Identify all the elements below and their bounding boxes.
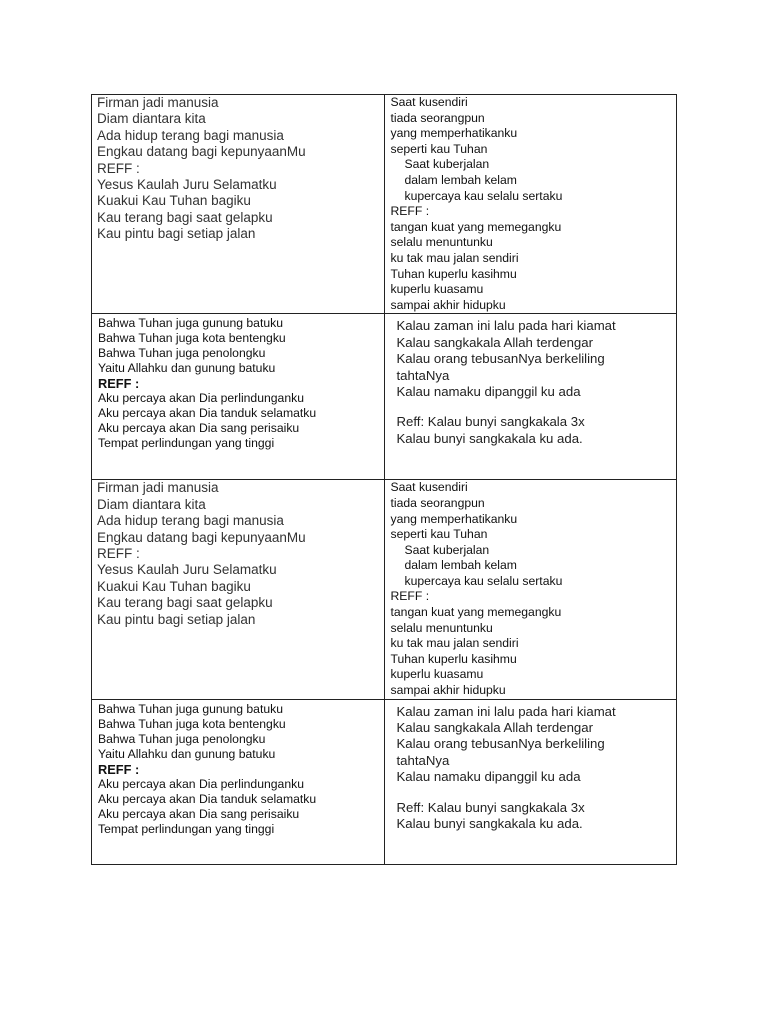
- lyric-line: Bahwa Tuhan juga kota bentengku: [98, 716, 286, 731]
- song-bahwa-tuhan: [92, 314, 384, 451]
- lyric-line: Aku percaya akan Dia perlindunganku: [98, 391, 304, 406]
- lyric-line: Kalau sangkakala Allah terdengar: [396, 334, 593, 350]
- lyric-line: ku tak mau jalan sendiri: [390, 250, 519, 265]
- table-cell: [92, 95, 385, 314]
- lyric-line: Firman jadi manusia: [97, 480, 219, 496]
- lyric-line: dalam lembah kelam: [404, 558, 517, 573]
- stanza-gap: [397, 786, 677, 800]
- table-cell: [384, 480, 677, 699]
- lyric-line: dalam lembah kelam: [404, 172, 517, 187]
- lyric-line: yang memperhatikanku: [390, 511, 518, 526]
- lyric-line: Kalau sangkakala Allah terdengar: [396, 720, 593, 736]
- lyric-line: Bahwa Tuhan juga kota bentengku: [98, 331, 286, 346]
- lyric-line: Ada hidup terang bagi manusia: [97, 513, 284, 529]
- refrain-line: Reff: Kalau bunyi sangkakala 3x: [396, 414, 585, 430]
- table-cell: [92, 480, 385, 699]
- lyric-line: tiada seorangpun: [390, 495, 485, 510]
- table-row: [92, 699, 677, 864]
- lyric-line: Kalau namaku dipanggil ku ada: [396, 769, 581, 785]
- lyric-line: Bahwa Tuhan juga gunung batuku: [98, 701, 283, 716]
- table-row: [92, 480, 677, 699]
- table-cell: [92, 699, 385, 864]
- lyric-line: seperti kau Tuhan: [390, 527, 488, 542]
- lyric-line: Engkau datang bagi kepunyaanMu: [97, 529, 306, 545]
- lyrics-table: [91, 94, 677, 865]
- lyric-line: Yaitu Allahku dan gunung batuku: [98, 746, 276, 761]
- lyric-line: Kau pintu bagi setiap jalan: [97, 226, 256, 242]
- lyric-line: sampai akhir hidupku: [390, 683, 506, 698]
- lyric-line: tiada seorangpun: [390, 110, 485, 125]
- lyric-line: Tuhan kuperlu kasihmu: [390, 266, 517, 281]
- lyric-line: sampai akhir hidupku: [390, 297, 506, 312]
- lyric-line: Kalau orang tebusanNya berkeliling: [396, 351, 605, 367]
- lyric-line: Saat kuberjalan: [404, 157, 490, 172]
- song-bahwa-tuhan: [92, 700, 384, 837]
- stanza-gap: [397, 400, 677, 414]
- refrain-label: REFF :: [98, 761, 140, 777]
- lyric-line: Yesus Kaulah Juru Selamatku: [97, 177, 277, 193]
- refrain-line: Reff: Kalau bunyi sangkakala 3x: [396, 799, 585, 815]
- refrain-label: REFF :: [98, 376, 140, 392]
- song-kalau-zaman: [385, 700, 677, 833]
- table-row: [92, 95, 677, 314]
- lyric-line: Kuakui Kau Tuhan bagiku: [97, 578, 251, 594]
- lyric-line: Yesus Kaulah Juru Selamatku: [97, 562, 277, 578]
- lyric-line: selalu menuntunku: [390, 620, 493, 635]
- lyric-line: Bahwa Tuhan juga penolongku: [98, 346, 266, 361]
- table-row: [92, 314, 677, 480]
- song-kalau-zaman: [385, 314, 677, 447]
- table-cell: [384, 314, 677, 480]
- lyric-line: selalu menuntunku: [390, 235, 493, 250]
- lyric-line: yang memperhatikanku: [390, 126, 518, 141]
- lyric-line: Kalau bunyi sangkakala ku ada.: [396, 430, 583, 446]
- lyric-line: Aku percaya akan Dia perlindunganku: [98, 776, 304, 791]
- lyric-line: kuperlu kuasamu: [390, 282, 484, 297]
- lyric-line: Kalau bunyi sangkakala ku ada.: [396, 816, 583, 832]
- lyric-line: Kuakui Kau Tuhan bagiku: [97, 193, 251, 209]
- lyric-line: Aku percaya akan Dia tanduk selamatku: [98, 406, 317, 421]
- table-cell: [384, 699, 677, 864]
- refrain-label: REFF :: [97, 160, 140, 176]
- song-firman-jadi-manusia: [92, 480, 384, 628]
- lyric-line: Tuhan kuperlu kasihmu: [390, 651, 517, 666]
- refrain-label: REFF :: [390, 589, 430, 604]
- lyric-line: Kalau zaman ini lalu pada hari kiamat: [396, 703, 616, 719]
- song-saat-kusendiri: [385, 480, 677, 698]
- lyric-line: seperti kau Tuhan: [390, 141, 488, 156]
- lyric-line: Saat kusendiri: [390, 480, 468, 495]
- refrain-label: REFF :: [390, 204, 430, 219]
- lyric-line: tangan kuat yang memegangku: [390, 219, 562, 234]
- lyric-line: ku tak mau jalan sendiri: [390, 636, 519, 651]
- lyric-line: kupercaya kau selalu sertaku: [404, 188, 563, 203]
- lyric-line: Kalau orang tebusanNya berkeliling: [396, 736, 605, 752]
- lyric-line: kupercaya kau selalu sertaku: [404, 573, 563, 588]
- lyric-line: Bahwa Tuhan juga gunung batuku: [98, 316, 283, 331]
- lyric-line: Bahwa Tuhan juga penolongku: [98, 731, 266, 746]
- lyric-line: Aku percaya akan Dia sang perisaiku: [98, 806, 300, 821]
- lyric-line: tangan kuat yang memegangku: [390, 605, 562, 620]
- lyric-line: Kalau zaman ini lalu pada hari kiamat: [396, 318, 616, 334]
- table-cell: [384, 95, 677, 314]
- lyric-line: Diam diantara kita: [97, 496, 206, 512]
- lyric-line: Saat kuberjalan: [404, 542, 490, 557]
- lyric-line: Engkau datang bagi kepunyaanMu: [97, 144, 306, 160]
- lyric-line: tahtaNya: [396, 752, 450, 768]
- lyric-line: Yaitu Allahku dan gunung batuku: [98, 361, 276, 376]
- refrain-label: REFF :: [97, 545, 140, 561]
- lyric-line: Tempat perlindungan yang tinggi: [98, 821, 275, 836]
- song-firman-jadi-manusia: [92, 95, 384, 243]
- lyric-line: Ada hidup terang bagi manusia: [97, 127, 284, 143]
- lyric-line: tahtaNya: [396, 367, 450, 383]
- lyric-line: Saat kusendiri: [390, 95, 468, 109]
- lyric-line: Kau terang bagi saat gelapku: [97, 209, 273, 225]
- lyric-line: Kau pintu bagi setiap jalan: [97, 611, 256, 627]
- lyric-line: Kau terang bagi saat gelapku: [97, 595, 273, 611]
- lyric-line: Kalau namaku dipanggil ku ada: [396, 383, 581, 399]
- lyric-line: Tempat perlindungan yang tinggi: [98, 436, 275, 451]
- lyric-line: kuperlu kuasamu: [390, 667, 484, 682]
- song-saat-kusendiri: [385, 95, 677, 313]
- lyric-line: Firman jadi manusia: [97, 95, 219, 110]
- lyric-line: Aku percaya akan Dia tanduk selamatku: [98, 791, 317, 806]
- table-cell: [92, 314, 385, 480]
- lyric-line: Aku percaya akan Dia sang perisaiku: [98, 421, 300, 436]
- lyric-line: Diam diantara kita: [97, 111, 206, 127]
